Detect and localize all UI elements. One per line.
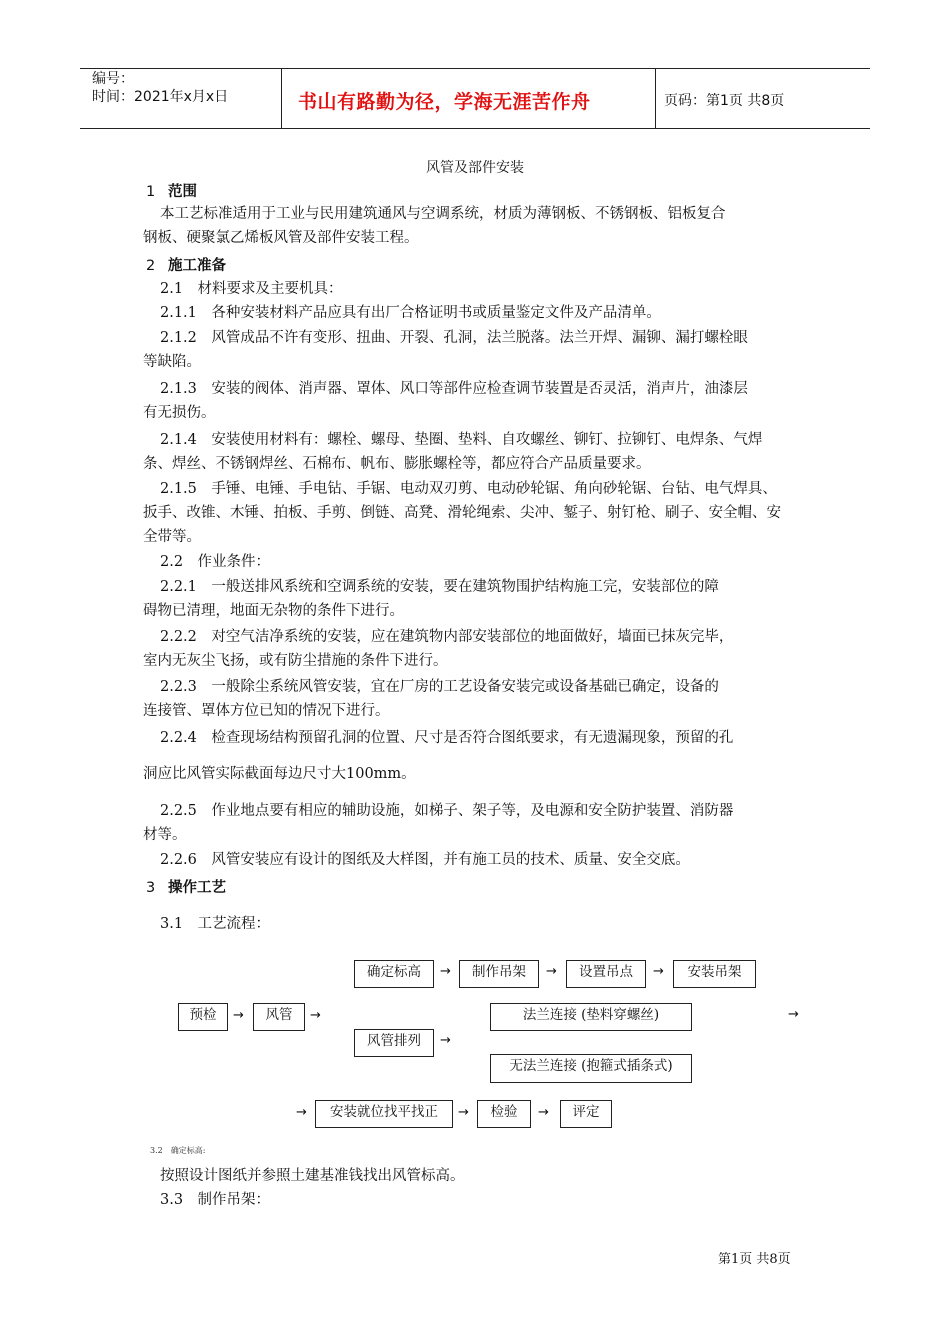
flow-arrow-2: → xyxy=(546,964,557,979)
flow-arrow-1: → xyxy=(440,964,451,979)
document-title: 风管及部件安装 xyxy=(426,160,524,176)
flow-box-flangeless-connection: 无法兰连接 (抱箍式插条式) xyxy=(490,1054,692,1083)
s2-2-6: 2.2.6 风管安装应有设计的图纸及大样图，并有施工员的技术、质量、安全交底。 xyxy=(160,852,690,868)
s2-1-2-line-1: 2.1.2 风管成品不许有变形、扭曲、开裂、孔洞，法兰脱落。法兰开焊、漏铆、漏打螺栓眼 xyxy=(160,330,748,346)
section-1-title: 范围 xyxy=(168,184,197,200)
header-motto: 书山有路勤为径，学海无涯苦作舟 xyxy=(298,91,591,113)
s2-1-3-line-2: 有无损伤。 xyxy=(143,405,216,421)
flow-box-precheck: 预检 xyxy=(178,1003,228,1031)
header-divider-left xyxy=(281,68,282,128)
flow-arrow-5: → xyxy=(310,1008,321,1023)
s2-1-1: 2.1.1 各种安装材料产品应具有出厂合格证明书或质量鉴定文件及产品清单。 xyxy=(160,305,661,321)
s2-2-4-line-1: 2.2.4 检查现场结构预留孔洞的位置、尺寸是否符合图纸要求，有无遗漏现象，预留的孔 xyxy=(160,730,734,746)
s2-1-4-line-2: 条、焊丝、不锈钢焊丝、石棉布、帆布、膨胀螺栓等，都应符合产品质量要求。 xyxy=(143,456,651,472)
flow-arrow-4: → xyxy=(233,1008,244,1023)
s3-3: 3.3 制作吊架： xyxy=(160,1192,271,1208)
section-3-number: 3 xyxy=(146,880,156,896)
s2-2-1-line-2: 碍物已清理，地面无杂物的条件下进行。 xyxy=(143,603,404,619)
flow-box-duct: 风管 xyxy=(253,1003,305,1031)
header-top-rule xyxy=(80,68,870,69)
s3-2-text: 按照设计图纸并参照土建基准钱找出风管标高。 xyxy=(160,1168,465,1184)
flow-box-make-hanger: 制作吊架 xyxy=(459,960,539,988)
flow-box-set-point: 设置吊点 xyxy=(566,960,646,988)
s1-paragraph-line-2: 钢板、硬聚氯乙烯板风管及部件安装工程。 xyxy=(143,230,419,246)
header-bottom-rule xyxy=(80,128,870,129)
flow-arrow-6: → xyxy=(788,1007,799,1022)
flow-box-duct-arrangement: 风管排列 xyxy=(354,1029,434,1057)
section-1-number: 1 xyxy=(146,184,156,200)
flow-box-install-hanger: 安装吊架 xyxy=(673,960,756,988)
flow-arrow-7: → xyxy=(440,1033,451,1048)
section-3-title: 操作工艺 xyxy=(168,880,226,896)
s2-1: 2.1 材料要求及主要机具： xyxy=(160,281,343,297)
flow-arrow-8: → xyxy=(296,1105,307,1120)
s3-2-small-heading: 3.2 确定标高: xyxy=(150,1146,206,1155)
s2-1-5-line-1: 2.1.5 手锤、电锤、手电钻、手锯、电动双刃剪、电动砂轮锯、角向砂轮锯、台钻、电气焊具、 xyxy=(160,481,777,497)
s2-2: 2.2 作业条件： xyxy=(160,554,271,570)
header-date-label: 时间：2021年x月x日 xyxy=(92,89,229,105)
section-2-number: 2 xyxy=(146,258,156,274)
header-page-label: 页码：第1页 共8页 xyxy=(664,93,785,109)
page-footer: 第1页 共8页 xyxy=(718,1252,791,1267)
s2-2-3-line-2: 连接管、罩体方位已知的情况下进行。 xyxy=(143,703,390,719)
flow-box-rating: 评定 xyxy=(560,1100,612,1128)
section-2-title: 施工准备 xyxy=(168,258,226,274)
flow-box-confirm-height: 确定标高 xyxy=(354,960,434,988)
flow-box-flange-connection: 法兰连接 (垫料穿螺丝) xyxy=(490,1003,692,1031)
section-3-heading xyxy=(146,876,226,897)
header-divider-right xyxy=(655,68,656,128)
section-2-heading xyxy=(146,254,226,275)
s2-1-4-line-1: 2.1.4 安装使用材料有：螺栓、螺母、垫圈、垫料、自攻螺丝、铆钉、拉铆钉、电焊条、气焊 xyxy=(160,432,763,448)
flow-arrow-3: → xyxy=(653,964,664,979)
flow-box-position-level: 安装就位找平找正 xyxy=(315,1100,453,1128)
flow-arrow-9: → xyxy=(458,1105,469,1120)
s2-1-3-line-1: 2.1.3 安装的阀体、消声器、罩体、风口等部件应检查调节装置是否灵活，消声片，油漆层 xyxy=(160,381,748,397)
header-number-label: 编号： xyxy=(92,71,134,87)
s1-paragraph-line-1: 本工艺标准适用于工业与民用建筑通风与空调系统，材质为薄钢板、不锈钢板、铝板复合 xyxy=(160,206,726,222)
flow-arrow-10: → xyxy=(538,1105,549,1120)
s2-2-1-line-1: 2.2.1 一般送排风系统和空调系统的安装，要在建筑物围护结构施工完，安装部位的障 xyxy=(160,579,719,595)
s2-2-5-line-1: 2.2.5 作业地点要有相应的辅助设施，如梯子、架子等，及电源和安全防护装置、消防器 xyxy=(160,803,734,819)
s2-1-5-line-2: 扳手、改锥、木锤、拍板、手剪、倒链、高凳、滑轮绳索、尖冲、錾子、射钉枪、刷子、安全帽、安 xyxy=(143,505,781,521)
s2-2-2-line-1: 2.2.2 对空气洁净系统的安装，应在建筑物内部安装部位的地面做好，墙面已抹灰完毕， xyxy=(160,629,734,645)
s2-2-2-line-2: 室内无灰尘飞扬，或有防尘措施的条件下进行。 xyxy=(143,653,448,669)
flow-box-inspection: 检验 xyxy=(477,1100,531,1128)
s3-1: 3.1 工艺流程： xyxy=(160,916,271,932)
s2-2-3-line-1: 2.2.3 一般除尘系统风管安装，宜在厂房的工艺设备安装完或设备基础已确定，设备的 xyxy=(160,679,719,695)
section-1-heading xyxy=(146,180,197,201)
s2-1-5-line-3: 全带等。 xyxy=(143,529,201,545)
s2-2-4-line-2: 洞应比风管实际截面每边尺寸大100mm。 xyxy=(143,766,416,782)
s2-1-2-line-2: 等缺陷。 xyxy=(143,354,201,370)
s2-2-5-line-2: 材等。 xyxy=(143,827,187,843)
